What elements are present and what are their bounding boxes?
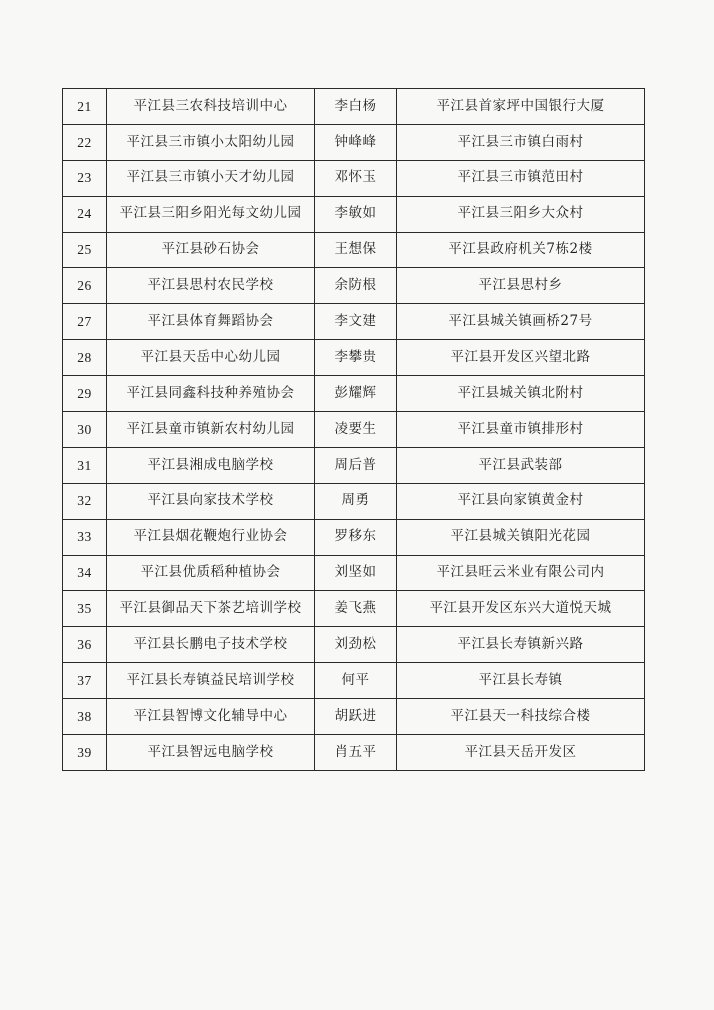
table-row	[63, 232, 645, 268]
organization-name-cell: 平江县御品天下茶艺培训学校	[107, 591, 315, 627]
table-body	[63, 89, 645, 771]
organization-name-cell: 平江县智远电脑学校	[107, 735, 315, 771]
address-cell: 平江县首家坪中国银行大厦	[397, 89, 645, 125]
table-row	[63, 160, 645, 196]
table-row	[63, 376, 645, 412]
address-cell: 平江县三市镇白雨村	[397, 124, 645, 160]
table-row	[63, 196, 645, 232]
address-cell: 平江县城关镇画桥27号	[397, 304, 645, 340]
organization-name-cell: 平江县长寿镇益民培训学校	[107, 663, 315, 699]
address-cell: 平江县向家镇黄金村	[397, 483, 645, 519]
table-row	[63, 304, 645, 340]
person-name-cell: 肖五平	[315, 735, 397, 771]
organization-name-cell: 平江县三市镇小天才幼儿园	[107, 160, 315, 196]
organization-name-cell: 平江县向家技术学校	[107, 483, 315, 519]
table-row	[63, 483, 645, 519]
row-number-cell: 35	[63, 591, 107, 627]
table-row	[63, 412, 645, 448]
table-row	[63, 627, 645, 663]
person-name-cell: 李敏如	[315, 196, 397, 232]
table-row	[63, 519, 645, 555]
address-cell: 平江县三阳乡大众村	[397, 196, 645, 232]
person-name-cell: 李文建	[315, 304, 397, 340]
person-name-cell: 周勇	[315, 483, 397, 519]
address-cell: 平江县天一科技综合楼	[397, 699, 645, 735]
row-number-cell: 24	[63, 196, 107, 232]
person-name-cell: 李白杨	[315, 89, 397, 125]
row-number-cell: 27	[63, 304, 107, 340]
organization-name-cell: 平江县思村农民学校	[107, 268, 315, 304]
row-number-cell: 32	[63, 483, 107, 519]
organization-name-cell: 平江县三市镇小太阳幼儿园	[107, 124, 315, 160]
person-name-cell: 胡跃进	[315, 699, 397, 735]
person-name-cell: 刘坚如	[315, 555, 397, 591]
table-row	[63, 89, 645, 125]
row-number-cell: 37	[63, 663, 107, 699]
row-number-cell: 38	[63, 699, 107, 735]
table-row	[63, 447, 645, 483]
row-number-cell: 39	[63, 735, 107, 771]
table-row	[63, 124, 645, 160]
row-number-cell: 26	[63, 268, 107, 304]
person-name-cell: 姜飞燕	[315, 591, 397, 627]
address-cell: 平江县城关镇阳光花园	[397, 519, 645, 555]
organization-name-cell: 平江县三阳乡阳光每文幼儿园	[107, 196, 315, 232]
person-name-cell: 彭耀辉	[315, 376, 397, 412]
row-number-cell: 34	[63, 555, 107, 591]
row-number-cell: 30	[63, 412, 107, 448]
organization-name-cell: 平江县优质稻种植协会	[107, 555, 315, 591]
row-number-cell: 29	[63, 376, 107, 412]
address-cell: 平江县三市镇范田村	[397, 160, 645, 196]
address-cell: 平江县开发区东兴大道悦天城	[397, 591, 645, 627]
organization-registry-table	[62, 88, 645, 771]
person-name-cell: 何平	[315, 663, 397, 699]
table-row	[63, 268, 645, 304]
address-cell: 平江县长寿镇新兴路	[397, 627, 645, 663]
address-cell: 平江县童市镇排形村	[397, 412, 645, 448]
address-cell: 平江县天岳开发区	[397, 735, 645, 771]
person-name-cell: 李攀贵	[315, 340, 397, 376]
row-number-cell: 22	[63, 124, 107, 160]
organization-name-cell: 平江县同鑫科技种养殖协会	[107, 376, 315, 412]
row-number-cell: 23	[63, 160, 107, 196]
organization-name-cell: 平江县长鹏电子技术学校	[107, 627, 315, 663]
organization-name-cell: 平江县烟花鞭炮行业协会	[107, 519, 315, 555]
table-row	[63, 699, 645, 735]
table-row	[63, 735, 645, 771]
address-cell: 平江县政府机关7栋2楼	[397, 232, 645, 268]
address-cell: 平江县旺云米业有限公司内	[397, 555, 645, 591]
organization-name-cell: 平江县砂石协会	[107, 232, 315, 268]
table-row	[63, 591, 645, 627]
address-cell: 平江县武装部	[397, 447, 645, 483]
address-cell: 平江县思村乡	[397, 268, 645, 304]
organization-name-cell: 平江县智博文化辅导中心	[107, 699, 315, 735]
organization-name-cell: 平江县湘成电脑学校	[107, 447, 315, 483]
row-number-cell: 28	[63, 340, 107, 376]
row-number-cell: 21	[63, 89, 107, 125]
row-number-cell: 33	[63, 519, 107, 555]
person-name-cell: 钟峰峰	[315, 124, 397, 160]
address-cell: 平江县城关镇北附村	[397, 376, 645, 412]
person-name-cell: 王想保	[315, 232, 397, 268]
person-name-cell: 刘劲松	[315, 627, 397, 663]
table-row	[63, 555, 645, 591]
organization-name-cell: 平江县童市镇新农村幼儿园	[107, 412, 315, 448]
person-name-cell: 邓怀玉	[315, 160, 397, 196]
organization-name-cell: 平江县三农科技培训中心	[107, 89, 315, 125]
person-name-cell: 凌要生	[315, 412, 397, 448]
address-cell: 平江县长寿镇	[397, 663, 645, 699]
person-name-cell: 罗移东	[315, 519, 397, 555]
row-number-cell: 25	[63, 232, 107, 268]
person-name-cell: 周后普	[315, 447, 397, 483]
row-number-cell: 31	[63, 447, 107, 483]
address-cell: 平江县开发区兴望北路	[397, 340, 645, 376]
organization-name-cell: 平江县天岳中心幼儿园	[107, 340, 315, 376]
row-number-cell: 36	[63, 627, 107, 663]
organization-name-cell: 平江县体育舞蹈协会	[107, 304, 315, 340]
table-row	[63, 340, 645, 376]
person-name-cell: 余防根	[315, 268, 397, 304]
table-row	[63, 663, 645, 699]
